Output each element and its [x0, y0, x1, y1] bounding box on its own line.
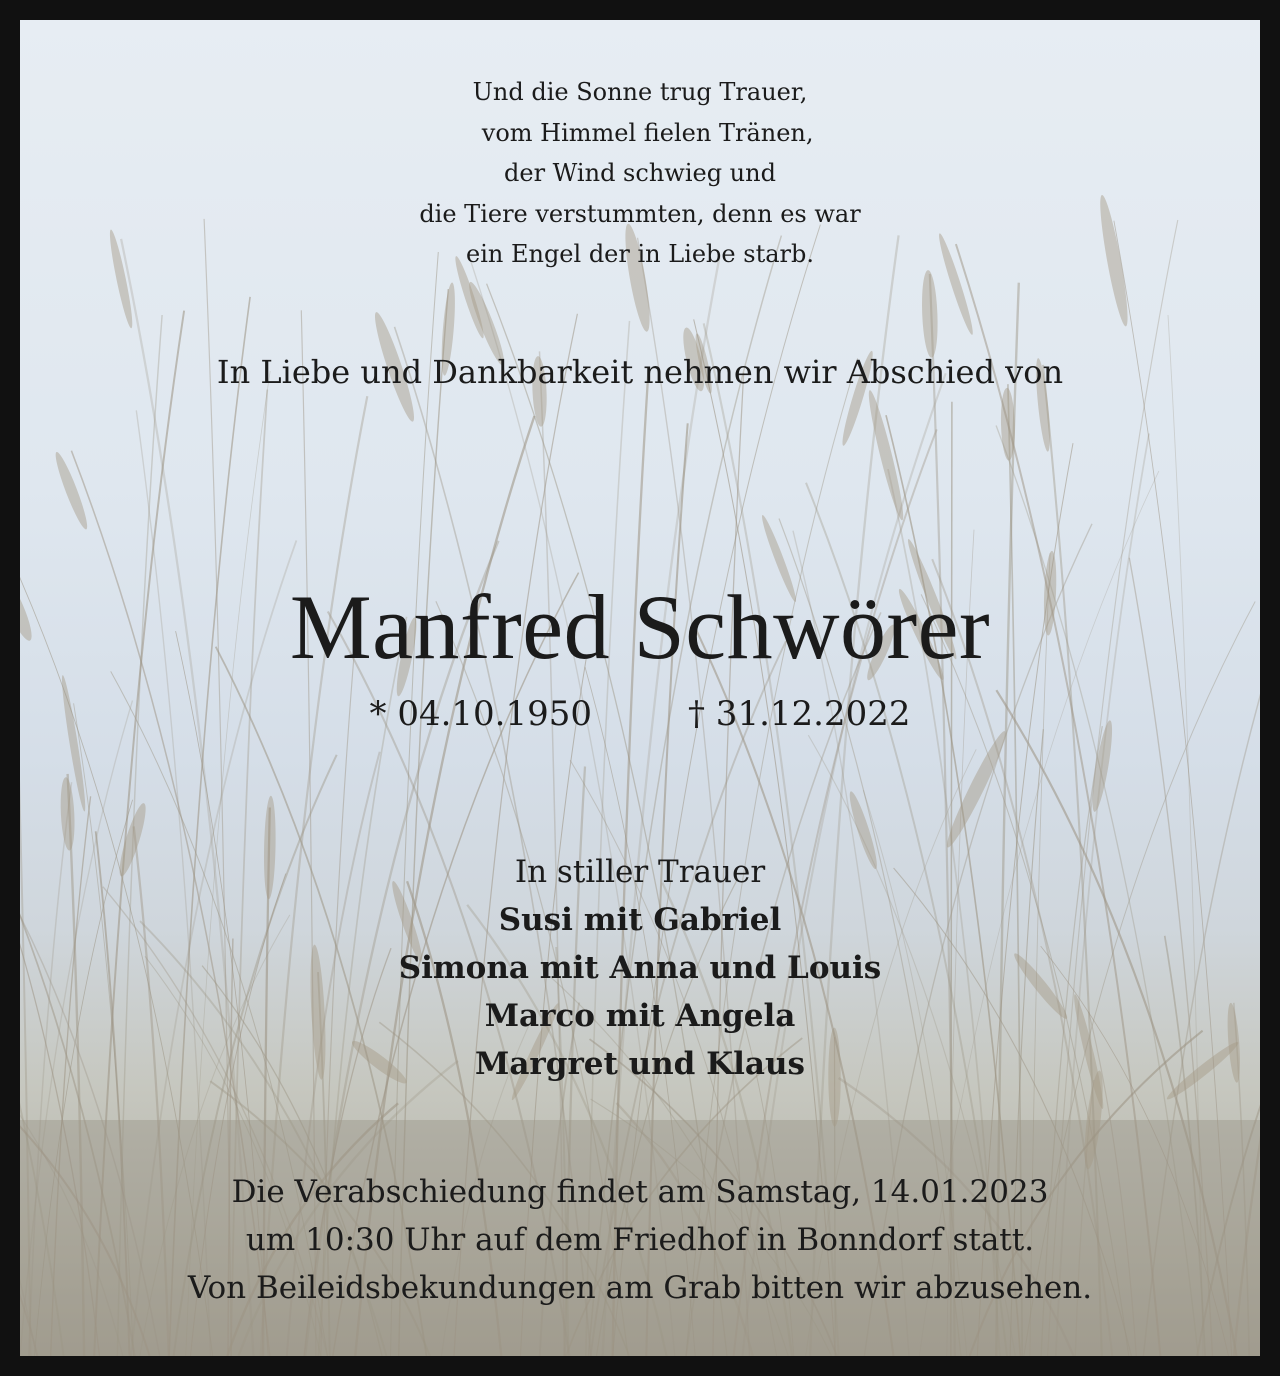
- deceased-name: Manfred Schwörer: [289, 576, 991, 678]
- poem-line: die Tiere verstummten, denn es war: [419, 199, 861, 228]
- ceremony-info: [20, 1168, 1260, 1312]
- life-dates: [20, 692, 1260, 736]
- death-date: † 31.12.2022: [688, 694, 911, 734]
- poem: [20, 72, 1260, 275]
- birth-date: * 04.10.1950: [369, 694, 592, 734]
- farewell-intro: In Liebe und Dankbarkeit nehmen wir Abschied von: [216, 353, 1064, 391]
- poem-line: vom Himmel fielen Tränen,: [466, 118, 814, 147]
- ceremony-line: um 10:30 Uhr auf dem Friedhof in Bonndorf statt.: [245, 1222, 1035, 1258]
- mourners-lead: In stiller Trauer: [514, 854, 766, 890]
- mourner-name: Margret und Klaus: [475, 1046, 805, 1082]
- ceremony-line: Von Beileidsbekundungen am Grab bitten wir abzusehen.: [187, 1270, 1093, 1306]
- grass-seedhead: [51, 450, 91, 531]
- poem-line: Und die Sonne trug Trauer,: [472, 78, 808, 106]
- mourner-name: Susi mit Gabriel: [498, 902, 782, 938]
- poem-line: ein Engel der in Liebe starb.: [466, 240, 814, 268]
- grass-seedhead: [920, 270, 939, 358]
- ceremony-line: Die Verabschiedung findet am Samstag, 14.01.2023: [231, 1174, 1049, 1210]
- poem-line: der Wind schwieg und: [504, 159, 776, 187]
- mourner-name: Marco mit Angela: [484, 998, 796, 1034]
- mourner-name: Simona mit Anna und Louis: [398, 950, 882, 986]
- grass-seedhead: [59, 777, 76, 851]
- mourners: [20, 848, 1260, 1088]
